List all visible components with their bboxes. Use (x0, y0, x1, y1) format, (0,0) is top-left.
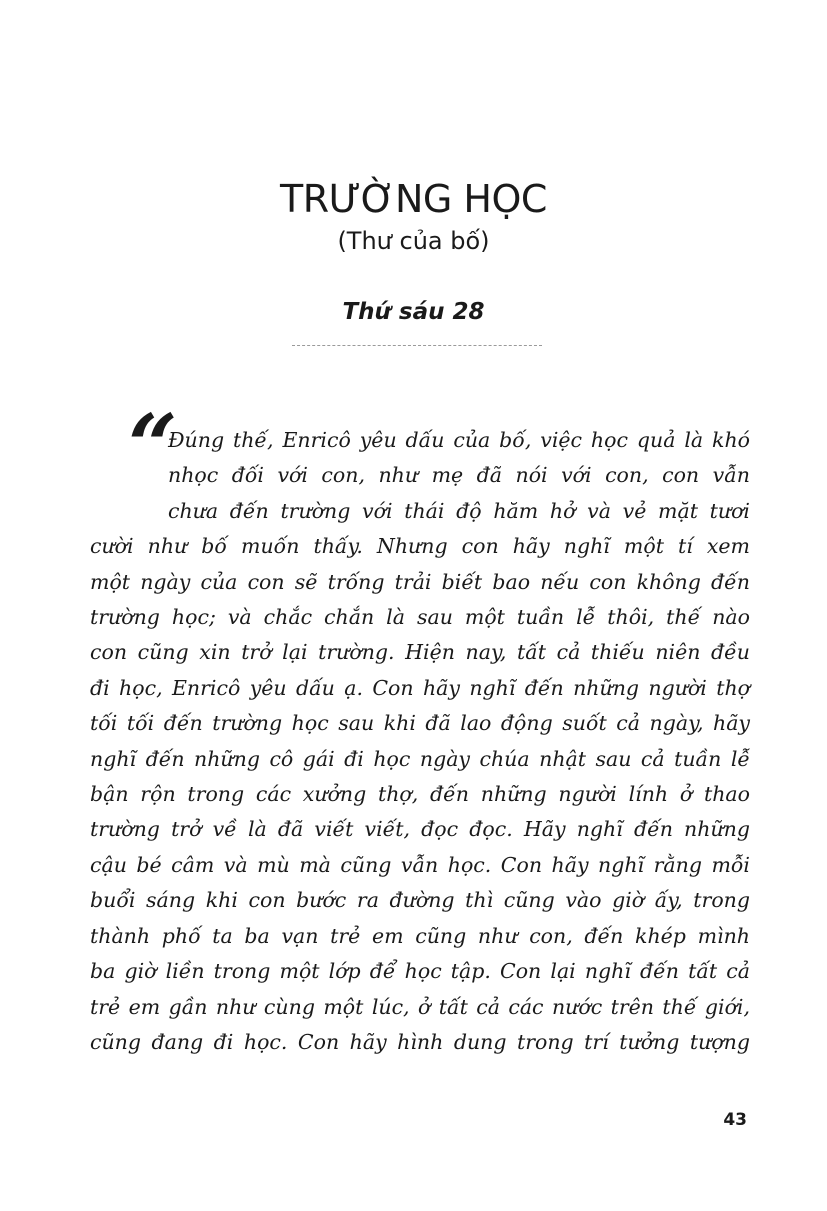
body-line: cậu bé câm và mù mà cũng vẫn học. Con hãy nghĩ rằng mỗi (90, 852, 750, 877)
body-line: cười như bố muốn thấy. Nhưng con hãy nghĩ một tí xem (90, 534, 750, 559)
body-line: trường học; và chắc chắn là sau một tuần lễ thôi, thế nào (90, 605, 750, 630)
body-line: nghĩ đến những cô gái đi học ngày chúa nhật sau cả tuần lễ (90, 746, 750, 771)
section-date: Thứ sáu 28 (342, 299, 485, 325)
opening-quote-mark: “ (128, 396, 178, 497)
chapter-subtitle: (Thư của bố) (337, 227, 490, 255)
body-line: chưa đến trường với thái độ hăm hở và vẻ mặt tươi (168, 498, 750, 523)
body-line: trẻ em gần như cùng một lúc, ở tất cả các nước trên thế giới, (90, 994, 750, 1019)
body-line: bận rộn trong các xưởng thợ, đến những người lính ở thao (90, 782, 750, 807)
body-line: con cũng xin trở lại trường. Hiện nay, tất cả thiếu niên đều (90, 640, 750, 665)
body-line: ba giờ liền trong một lớp để học tập. Con lại nghĩ đến tất cả (90, 959, 750, 984)
dashed-divider (292, 345, 542, 346)
body-line: trường trở về là đã viết viết, đọc đọc. Hãy nghĩ đến những (90, 817, 750, 842)
body-line: Đúng thế, Enricô yêu dấu của bố, việc học quả là khó (168, 428, 750, 452)
body-line: thành phố ta ba vạn trẻ em cũng như con, đến khép mình (90, 923, 750, 948)
letter-body (90, 423, 750, 1060)
body-line: tối tối đến trường học sau khi đã lao động suốt cả ngày, hãy (90, 711, 750, 736)
chapter-title: TRƯỜNG HỌC (280, 177, 547, 221)
page-number: 43 (723, 1110, 747, 1130)
body-line: buổi sáng khi con bước ra đường thì cũng vào giờ ấy, trong (90, 888, 750, 913)
body-line: cũng đang đi học. Con hãy hình dung trong trí tưởng tượng (90, 1029, 750, 1054)
body-line: nhọc đối với con, như mẹ đã nói với con, con vẫn (168, 463, 750, 488)
body-line: đi học, Enricô yêu dấu ạ. Con hãy nghĩ đến những người thợ (90, 675, 750, 700)
body-line: một ngày của con sẽ trống trải biết bao nếu con không đến (90, 569, 750, 594)
